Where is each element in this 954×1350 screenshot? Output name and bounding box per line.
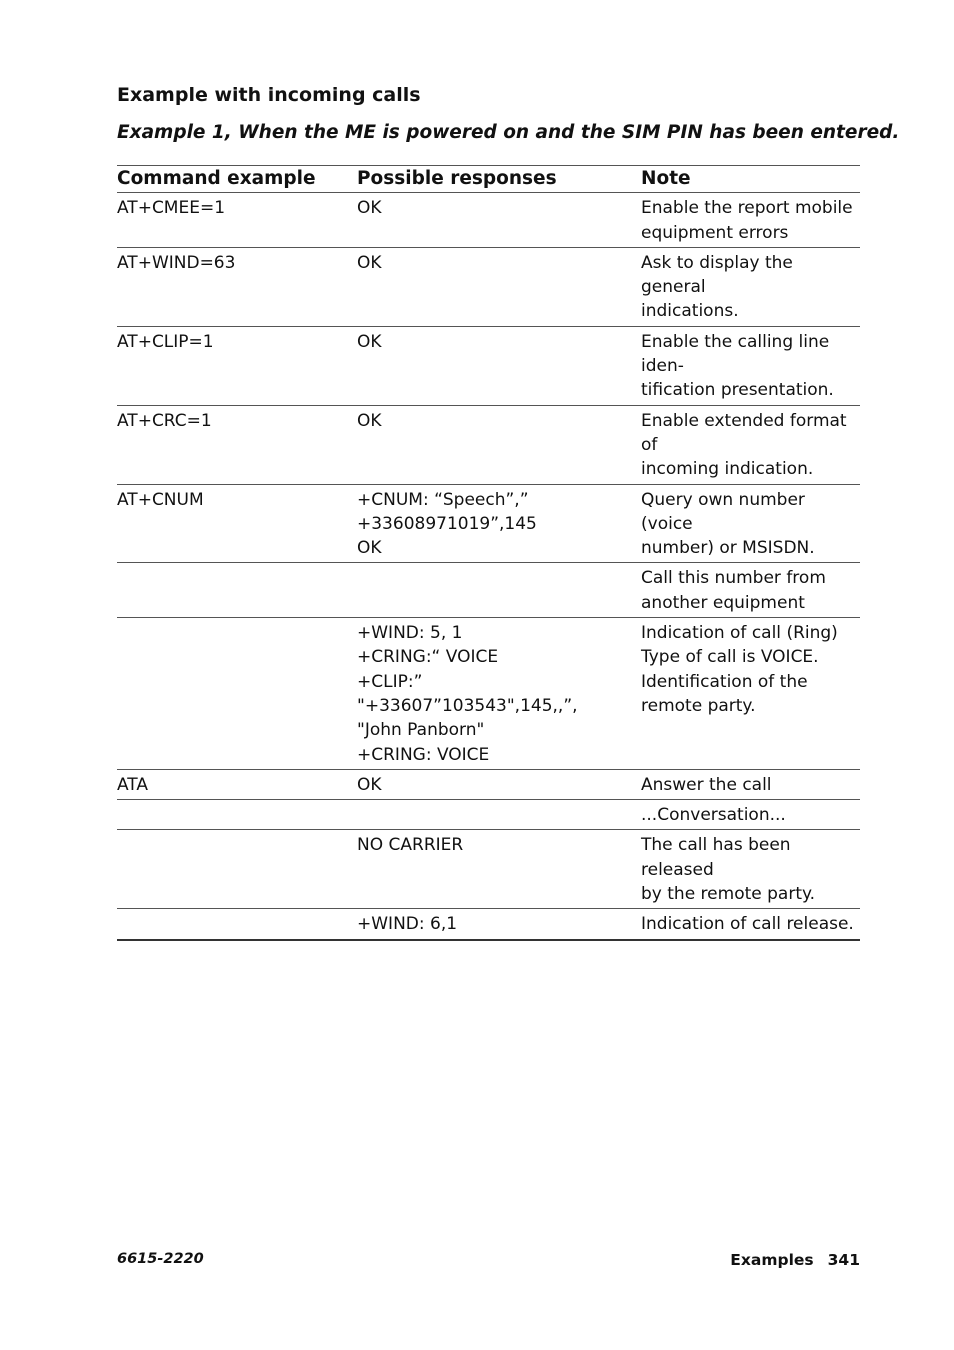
footer-doc-number: 6615-2220 — [117, 1251, 204, 1267]
footer-page-number: 341 — [827, 1251, 860, 1269]
command-table — [117, 165, 860, 941]
command-cell: ATA — [117, 769, 357, 799]
response-cell: +CNUM: “Speech”,” +33608971019”,145 OK — [357, 484, 641, 563]
response-cell: OK — [357, 326, 641, 405]
command-cell: AT+CMEE=1 — [117, 193, 357, 248]
table-row — [117, 326, 860, 405]
table-row — [117, 563, 860, 618]
note-cell: Query own number (voice number) or MSISDN. — [641, 484, 860, 563]
note-cell: Call this number from another equipment — [641, 563, 860, 618]
response-cell: +WIND: 5, 1 +CRING:“ VOICE +CLIP:” "+33607”103543",145,,”, "John Panborn" +CRING: VOICE — [357, 618, 641, 770]
command-cell — [117, 909, 357, 940]
note-cell: ...Conversation... — [641, 800, 860, 830]
header-note: Note — [641, 166, 860, 193]
table-row — [117, 405, 860, 484]
table-header-row — [117, 166, 860, 193]
table-row — [117, 909, 860, 940]
note-cell: Indication of call release. — [641, 909, 860, 940]
response-cell: OK — [357, 247, 641, 326]
example-title: Example 1, When the ME is powered on and the SIM PIN has been entered. — [117, 122, 900, 143]
table-row — [117, 193, 860, 248]
command-cell: AT+CRC=1 — [117, 405, 357, 484]
command-cell — [117, 563, 357, 618]
note-cell: Indication of call (Ring) Type of call is VOICE. Identification of the remote party. — [641, 618, 860, 770]
command-cell: AT+WIND=63 — [117, 247, 357, 326]
response-cell: NO CARRIER — [357, 830, 641, 909]
note-cell: Enable extended format of incoming indication. — [641, 405, 860, 484]
command-cell — [117, 830, 357, 909]
footer-page-info — [730, 1251, 860, 1269]
table-row — [117, 484, 860, 563]
response-cell — [357, 800, 641, 830]
note-cell: Enable the report mobile equipment errors — [641, 193, 860, 248]
table-row — [117, 830, 860, 909]
note-cell: Enable the calling line iden- tification presentation. — [641, 326, 860, 405]
section-heading: Example with incoming calls — [117, 84, 421, 106]
table-row — [117, 618, 860, 770]
header-command: Command example — [117, 166, 357, 193]
note-cell: The call has been released by the remote party. — [641, 830, 860, 909]
header-responses: Possible responses — [357, 166, 641, 193]
command-cell: AT+CLIP=1 — [117, 326, 357, 405]
table-row — [117, 247, 860, 326]
response-cell: OK — [357, 193, 641, 248]
response-cell: OK — [357, 769, 641, 799]
command-cell: AT+CNUM — [117, 484, 357, 563]
note-cell: Answer the call — [641, 769, 860, 799]
command-cell — [117, 800, 357, 830]
command-cell — [117, 618, 357, 770]
footer-section-name: Examples — [730, 1251, 814, 1269]
response-cell — [357, 563, 641, 618]
note-cell: Ask to display the general indications. — [641, 247, 860, 326]
response-cell: +WIND: 6,1 — [357, 909, 641, 940]
response-cell: OK — [357, 405, 641, 484]
table-row — [117, 769, 860, 799]
table-row — [117, 800, 860, 830]
